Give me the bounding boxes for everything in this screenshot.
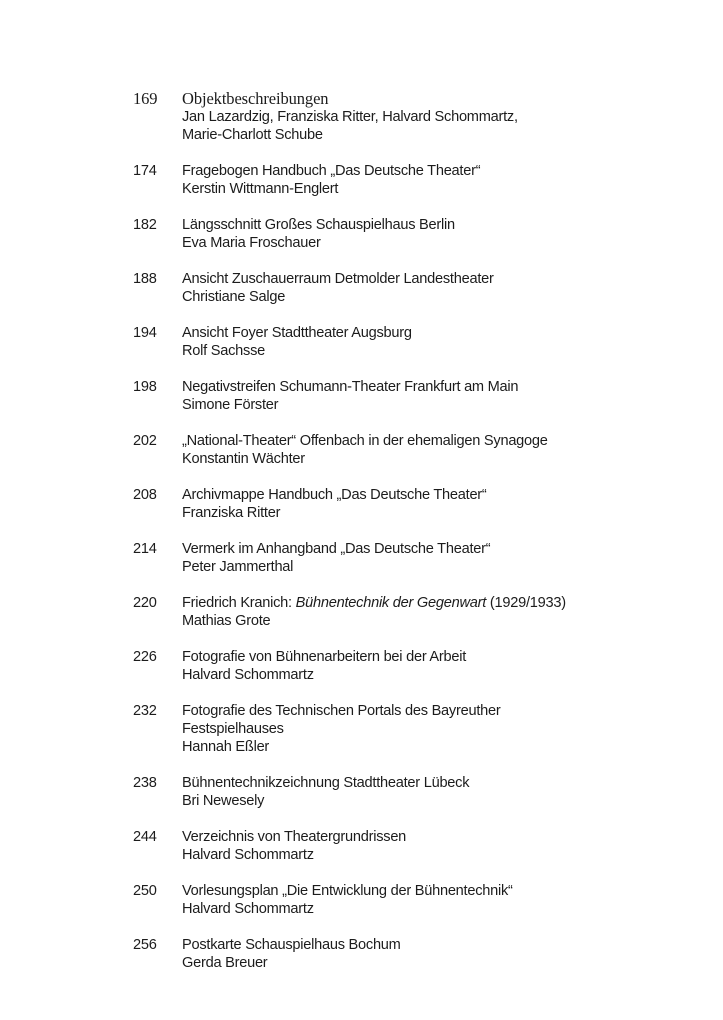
entry-body xyxy=(182,216,613,252)
entry-authors: Halvard Schommartz xyxy=(182,667,314,683)
page-number: 174 xyxy=(133,163,157,179)
entry-authors: Konstantin Wächter xyxy=(182,451,305,467)
entry-title: Fotografie von Bühnenarbeitern bei der Arbeit xyxy=(182,649,467,665)
entry-body xyxy=(182,486,613,522)
entry-authors: Jan Lazardzig, Franziska Ritter, Halvard Schommartz, xyxy=(182,109,518,125)
entry-title: Archivmappe Handbuch „Das Deutsche Theater“ xyxy=(182,487,487,503)
page-number: 226 xyxy=(133,649,157,665)
toc-entry xyxy=(133,648,613,684)
page-number: 256 xyxy=(133,937,157,953)
entry-title: Ansicht Zuschauerraum Detmolder Landestheater xyxy=(182,271,494,287)
page-number: 238 xyxy=(133,775,157,791)
entry-authors: Gerda Breuer xyxy=(182,955,268,971)
entry-title: Fotografie des Technischen Portals des Bayreuther xyxy=(182,703,501,719)
title-prefix: Friedrich Kranich: xyxy=(182,595,296,611)
entry-body xyxy=(182,774,613,810)
entry-title: „National-Theater“ Offenbach in der ehemaligen Synagoge xyxy=(182,433,548,449)
entry-body xyxy=(182,162,613,198)
entry-body xyxy=(182,90,613,144)
entry-authors: Halvard Schommartz xyxy=(182,901,314,917)
entry-authors: Eva Maria Froschauer xyxy=(182,235,321,251)
toc-entry xyxy=(133,270,613,306)
page-number: 250 xyxy=(133,883,157,899)
book-title-italic: Bühnentechnik der Gegenwart xyxy=(295,595,487,611)
toc-entry xyxy=(133,936,613,972)
entry-authors: Christiane Salge xyxy=(182,289,286,305)
toc-entry xyxy=(133,162,613,198)
page-number: 202 xyxy=(133,433,157,449)
page-number: 198 xyxy=(133,379,157,395)
page-number: 169 xyxy=(133,89,158,108)
entry-authors: Rolf Sachsse xyxy=(182,343,265,359)
toc-entry xyxy=(133,90,613,144)
page-number: 220 xyxy=(133,595,157,611)
entry-title: Postkarte Schauspielhaus Bochum xyxy=(182,937,401,953)
toc-entry xyxy=(133,216,613,252)
entry-title: Ansicht Foyer Stadttheater Augsburg xyxy=(182,325,412,341)
entry-body xyxy=(182,270,613,306)
entry-body xyxy=(182,324,613,360)
entry-title: Vermerk im Anhangband „Das Deutsche Theater“ xyxy=(182,541,491,557)
entry-body xyxy=(182,648,613,684)
entry-body xyxy=(182,378,613,414)
entry-body xyxy=(182,432,613,468)
toc-entry xyxy=(133,828,613,864)
entry-body xyxy=(182,828,613,864)
entry-title: Negativstreifen Schumann-Theater Frankfurt am Main xyxy=(182,379,519,395)
entry-title: Bühnentechnikzeichnung Stadttheater Lübeck xyxy=(182,775,470,791)
toc-entry xyxy=(133,702,613,756)
page-number: 232 xyxy=(133,703,157,719)
entry-body xyxy=(182,936,613,972)
entry-title: Objektbeschreibungen xyxy=(182,89,329,108)
entry-title xyxy=(182,594,613,612)
entry-authors: Marie-Charlott Schube xyxy=(182,127,323,143)
entry-title: Fragebogen Handbuch „Das Deutsche Theater“ xyxy=(182,163,481,179)
entry-authors: Halvard Schommartz xyxy=(182,847,314,863)
toc-entry xyxy=(133,774,613,810)
toc-entry xyxy=(133,540,613,576)
entry-authors: Hannah Eßler xyxy=(182,739,270,755)
entry-authors: Kerstin Wittmann-Englert xyxy=(182,181,339,197)
page-number: 214 xyxy=(133,541,157,557)
page-number: 182 xyxy=(133,217,157,233)
page-number: 208 xyxy=(133,487,157,503)
page-number: 188 xyxy=(133,271,157,287)
page-number: 244 xyxy=(133,829,157,845)
title-suffix: (1929/1933) xyxy=(486,595,566,611)
toc-entry xyxy=(133,324,613,360)
entry-title-continued: Festspielhauses xyxy=(182,721,284,737)
table-of-contents xyxy=(133,90,613,990)
entry-title: Längsschnitt Großes Schauspielhaus Berlin xyxy=(182,217,455,233)
entry-body xyxy=(182,702,613,756)
entry-body xyxy=(182,882,613,918)
entry-authors: Bri Newesely xyxy=(182,793,265,809)
toc-entry xyxy=(133,378,613,414)
entry-body xyxy=(182,594,613,630)
entry-authors: Peter Jammerthal xyxy=(182,559,294,575)
toc-entry xyxy=(133,882,613,918)
toc-entry xyxy=(133,486,613,522)
entry-title: Vorlesungsplan „Die Entwicklung der Bühnentechnik“ xyxy=(182,883,513,899)
entry-authors: Mathias Grote xyxy=(182,613,271,629)
entry-body xyxy=(182,540,613,576)
entry-title: Verzeichnis von Theatergrundrissen xyxy=(182,829,407,845)
toc-entry xyxy=(133,432,613,468)
entry-authors: Simone Förster xyxy=(182,397,279,413)
page-number: 194 xyxy=(133,325,157,341)
toc-entry xyxy=(133,594,613,630)
entry-authors: Franziska Ritter xyxy=(182,505,281,521)
